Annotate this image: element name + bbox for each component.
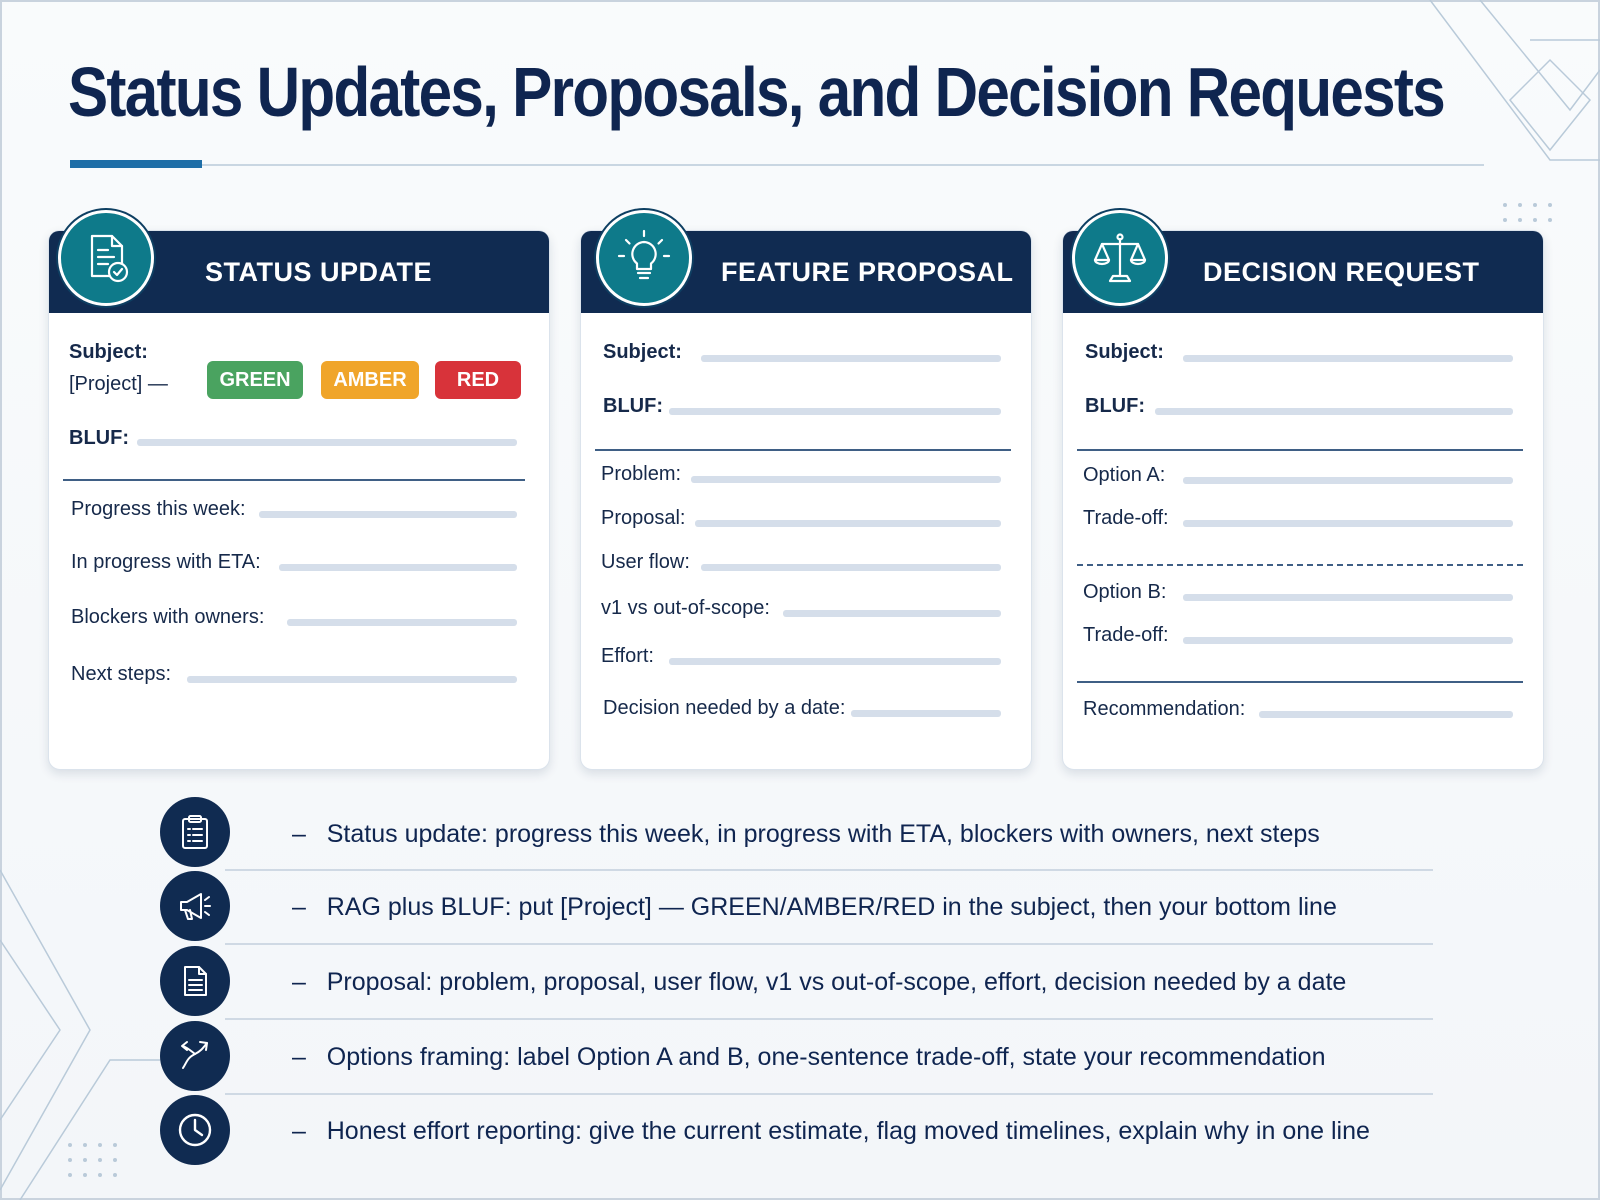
decision-option-a-label: Option A: xyxy=(1083,464,1166,486)
status-blockers-field[interactable] xyxy=(287,619,517,626)
scales-icon xyxy=(1072,210,1168,306)
status-next-steps-label: Next steps: xyxy=(71,663,172,685)
split-arrows-icon xyxy=(160,1021,230,1091)
rag-green-pill[interactable] xyxy=(207,361,303,399)
status-eta-label: In progress with ETA: xyxy=(71,551,261,573)
status-next-steps-field[interactable] xyxy=(187,676,517,683)
title-underline-accent xyxy=(70,160,202,168)
bullet-status-update-text: Status update: progress this week, in progress with ETA, blockers with owners, next steps xyxy=(326,820,1320,848)
proposal-bluf-label: BLUF: xyxy=(603,395,663,417)
bullet-proposal-text: Proposal: problem, proposal, user flow, v1 vs out-of-scope, effort, decision needed by a date xyxy=(326,968,1347,996)
rag-amber-pill[interactable] xyxy=(321,361,419,399)
bullet-effort-reporting-text: Honest effort reporting: give the current estimate, flag moved timelines, explain why in one line xyxy=(326,1117,1370,1145)
page-title: Status Updates, Proposals, and Decision Requests xyxy=(68,53,1444,131)
decision-subject-field[interactable] xyxy=(1183,355,1513,362)
proposal-proposal-label: Proposal: xyxy=(601,507,686,529)
decision-bluf-field[interactable] xyxy=(1155,408,1513,415)
decision-separator-bottom xyxy=(1077,681,1523,683)
megaphone-icon xyxy=(160,871,230,941)
status-progress-field[interactable] xyxy=(259,511,517,518)
proposal-decision-date-field[interactable] xyxy=(851,710,1001,717)
proposal-problem-field[interactable] xyxy=(691,476,1001,483)
decision-option-a-field[interactable] xyxy=(1183,477,1513,484)
decision-tradeoff-b-label: Trade-off: xyxy=(1083,624,1169,646)
decision-option-b-field[interactable] xyxy=(1183,594,1513,601)
status-bluf-label: BLUF: xyxy=(69,427,129,449)
decision-subject-label: Subject: xyxy=(1085,341,1164,363)
decision-tradeoff-b-field[interactable] xyxy=(1183,637,1513,644)
rag-amber-label: AMBER xyxy=(333,369,407,391)
decision-option-b-label: Option B: xyxy=(1083,581,1167,603)
proposal-scope-field[interactable] xyxy=(783,610,1001,617)
status-separator xyxy=(63,479,525,481)
status-eta-field[interactable] xyxy=(279,564,517,571)
proposal-effort-field[interactable] xyxy=(669,658,1001,665)
bullet-status-update xyxy=(292,820,1320,849)
lightbulb-icon xyxy=(596,210,692,306)
bullet-dash: – xyxy=(292,1117,306,1145)
bullet-effort-reporting xyxy=(292,1117,1370,1146)
bullet-divider xyxy=(225,1018,1433,1020)
feature-proposal-card-title: FEATURE PROPOSAL xyxy=(721,257,1014,287)
document-icon xyxy=(160,946,230,1016)
decision-request-card-title: DECISION REQUEST xyxy=(1203,257,1480,287)
bullet-proposal xyxy=(292,968,1346,997)
rag-green-label: GREEN xyxy=(219,369,291,391)
clipboard-icon xyxy=(160,797,230,867)
proposal-user-flow-label: User flow: xyxy=(601,551,690,573)
bullet-dash: – xyxy=(292,1043,306,1071)
bullet-options-framing-text: Options framing: label Option A and B, one-sentence trade-off, state your recommendation xyxy=(326,1043,1326,1071)
decision-tradeoff-a-label: Trade-off: xyxy=(1083,507,1169,529)
decision-tradeoff-a-field[interactable] xyxy=(1183,520,1513,527)
bullet-options-framing xyxy=(292,1043,1325,1072)
status-progress-label: Progress this week: xyxy=(71,498,246,520)
proposal-subject-label: Subject: xyxy=(603,341,682,363)
rag-red-pill[interactable] xyxy=(435,361,521,399)
feature-proposal-card xyxy=(580,230,1032,770)
proposal-effort-label: Effort: xyxy=(601,645,654,667)
decision-separator-top xyxy=(1077,449,1523,451)
bullet-dash: – xyxy=(292,893,306,921)
proposal-subject-field[interactable] xyxy=(701,355,1001,362)
document-check-icon xyxy=(58,210,154,306)
bullet-rag-bluf-text: RAG plus BLUF: put [Project] — GREEN/AMBER/RED in the subject, then your bottom line xyxy=(326,893,1337,921)
title-underline xyxy=(202,164,1484,166)
bullet-dash: – xyxy=(292,968,306,996)
proposal-problem-label: Problem: xyxy=(601,463,682,485)
bullet-divider xyxy=(225,943,1433,945)
bullet-dash: – xyxy=(292,820,306,848)
proposal-bluf-field[interactable] xyxy=(669,408,1001,415)
status-bluf-field[interactable] xyxy=(137,439,517,446)
decision-recommendation-field[interactable] xyxy=(1259,711,1513,718)
decision-recommendation-label: Recommendation: xyxy=(1083,698,1246,720)
rag-red-label: RED xyxy=(456,369,500,391)
status-update-card xyxy=(48,230,550,770)
bullet-rag-bluf xyxy=(292,893,1337,922)
clock-icon xyxy=(160,1095,230,1165)
status-subject-label: Subject: xyxy=(69,341,148,363)
proposal-scope-label: v1 vs out-of-scope: xyxy=(601,597,770,619)
proposal-decision-date-label: Decision needed by a date: xyxy=(603,697,846,719)
decision-request-card xyxy=(1062,230,1544,770)
proposal-proposal-field[interactable] xyxy=(695,520,1001,527)
proposal-separator xyxy=(595,449,1011,451)
proposal-user-flow-field[interactable] xyxy=(701,564,1001,571)
bullet-divider xyxy=(225,1093,1433,1095)
decision-dashed-separator xyxy=(1077,564,1523,566)
status-blockers-label: Blockers with owners: xyxy=(71,606,265,628)
status-update-card-title: STATUS UPDATE xyxy=(205,257,432,287)
status-project-label: [Project] — xyxy=(69,373,168,395)
decision-bluf-label: BLUF: xyxy=(1085,395,1145,417)
bullet-divider xyxy=(225,869,1433,871)
